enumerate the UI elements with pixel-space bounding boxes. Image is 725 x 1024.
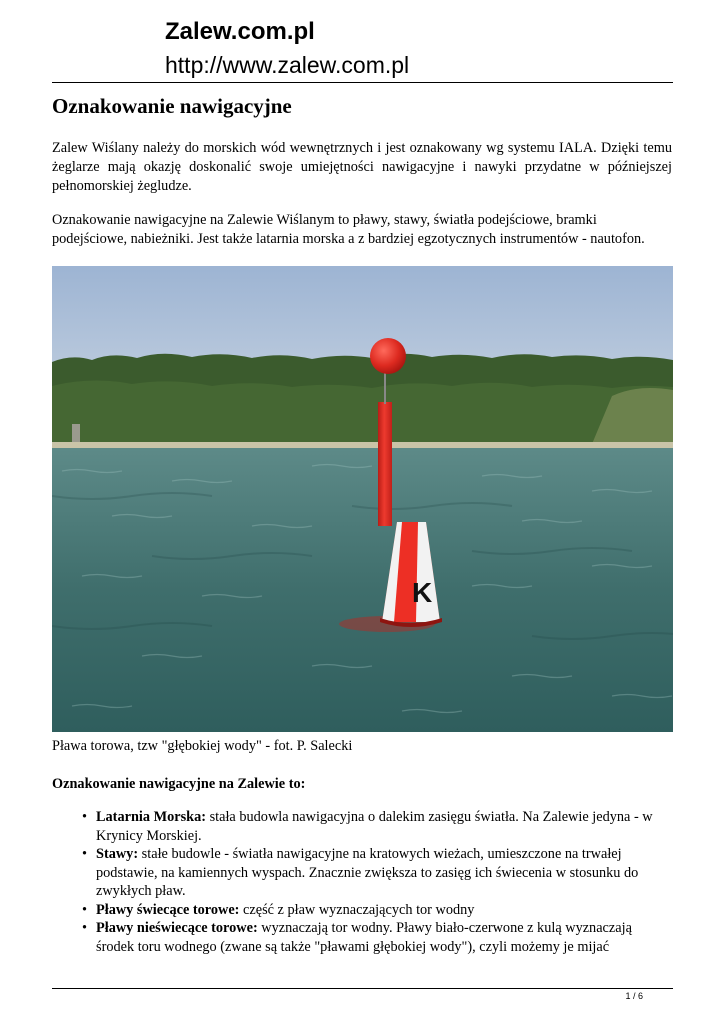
list-item-term: Pławy świecące torowe:	[96, 901, 240, 918]
photo-caption: Pława torowa, tzw "głębokiej wody" - fot. P. Salecki	[52, 738, 353, 754]
list-item-text: stała budowla nawigacyjna o dalekim zasięgu światła. Na Zalewie jedyna - w Krynicy Morskiej.	[96, 809, 653, 844]
list-item-text: stałe budowle - światła nawigacyjne na kratowych wieżach, umieszczone na trwałej podstawie, na kamiennych wyspach. Znacznie zwiększa to zasięg ich świecenia w stosunku do zwykłych pław.	[96, 846, 639, 899]
list-item	[52, 845, 672, 901]
water	[52, 448, 673, 732]
header-divider	[52, 82, 673, 83]
sky	[52, 266, 673, 366]
page-number: 1 / 6	[625, 991, 643, 1001]
list-item-text: część z pław wyznaczających tor wodny	[239, 901, 475, 918]
marking-list	[52, 808, 672, 956]
list-item	[52, 901, 672, 920]
site-title: Zalew.com.pl	[165, 18, 315, 45]
footer-divider	[52, 988, 673, 989]
list-item-term: Stawy:	[96, 846, 139, 862]
buoy-mark: K	[412, 577, 433, 608]
list-item	[52, 919, 672, 956]
article-title: Oznakowanie nawigacyjne	[52, 94, 292, 118]
shoreline	[52, 442, 673, 448]
site-url[interactable]: http://www.zalew.com.pl	[165, 52, 410, 78]
list-item-term: Latarnia Morska:	[96, 809, 206, 825]
second-paragraph: Oznakowanie nawigacyjne na Zalewie Wiślanym to pławy, stawy, światła podejściowe, bramki podejściowe, nabieżniki. Jest także latarnia morska a z bardziej egzotycznych instrumentów - nautofon.	[52, 212, 645, 247]
list-item-text: wyznaczają tor wodny. Pławy biało-czerwone z kulą wyznaczają środek toru wodnego (zwane są także "pławami głębokiej wody"), czyli możemy je mijać	[96, 920, 632, 955]
list-heading: Oznakowanie nawigacyjne na Zalewie to:	[52, 776, 306, 792]
buoy-photo	[52, 266, 673, 732]
list-item-term: Pławy nieświecące torowe:	[96, 920, 258, 936]
intro-paragraph: Zalew Wiślany należy do morskich wód wewnętrznych i jest oznakowany wg systemu IALA. Dzięki temu żeglarze mają okazję doskonalić swoje umiejętności nawigacyjne i nawyki przydatne w późniejszej pełnomorskiej żegludze.	[52, 140, 672, 194]
list-item	[52, 808, 672, 845]
